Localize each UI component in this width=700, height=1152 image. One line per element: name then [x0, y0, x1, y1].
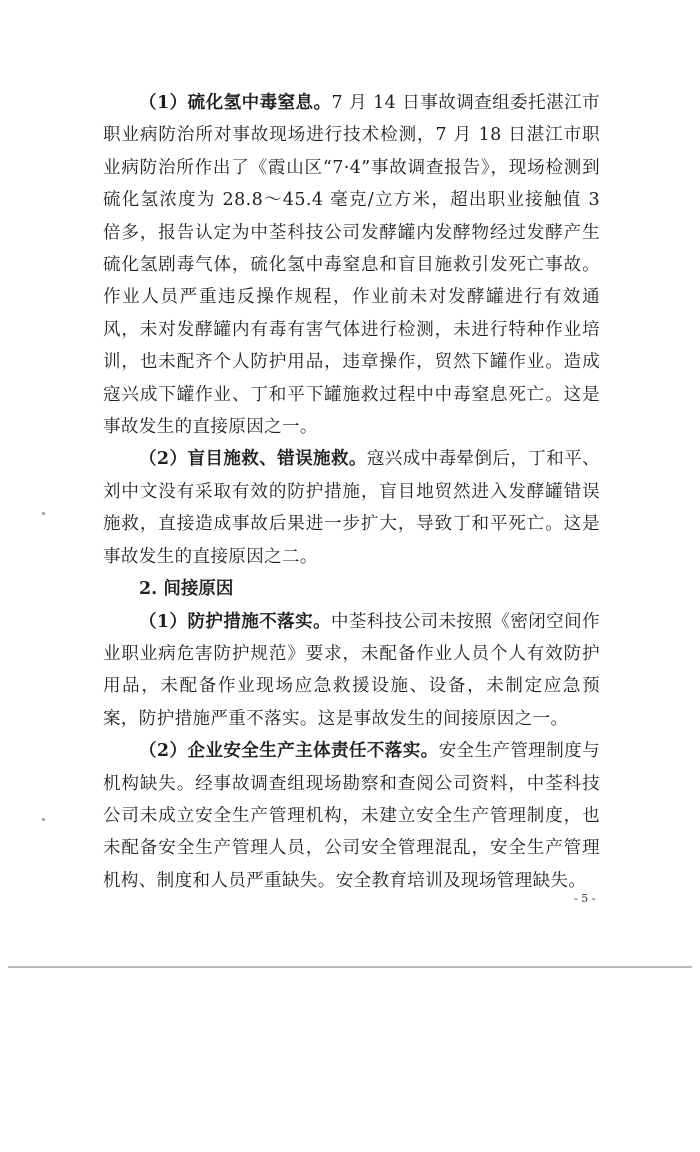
paragraph-text: 中荃科技公司未按照《密闭空间作业职业病危害防护规范》要求，未配备作业人员个人有效防护用品，未配备作业现场应急救援设施、设备，未制定应急预案，防护措施严重不落实。这是事故发生的间接原因之一。: [103, 611, 600, 729]
paragraph-hydrogen-sulfide: [103, 87, 600, 443]
paragraph-lead: （1）防护措施不落实。: [139, 611, 331, 632]
scan-speck: [42, 512, 45, 515]
paragraph-protection-measures: [103, 606, 600, 736]
section-heading: 2. 间接原因: [139, 579, 234, 600]
paragraph-text: 7 月 14 日事故调查组委托湛江市职业病防治所对事故现场进行技术检测，7 月 18 日湛江市职业病防治所作出了《霞山区“7·4”事故调查报告》，现场检测到硫化氢浓度为 28.8～45.4 毫克/立方米，超出职业接触值 3 倍多，报告认定为中荃科技公司发酵罐内发酵物经过发酵产生硫化氢剧毒气体，硫化氢中毒窒息和盲目施救引发死亡事故。作业人员严重违反操作规程，作业前未对发酵罐进行有效通风，未对发酵罐内有毒有害气体进行检测，未进行特种作业培训，也未配齐个人防护用品，违章操作，贸然下罐作业。造成寇兴成下罐作业、丁和平下罐施救过程中中毒窒息死亡。这是事故发生的直接原因之一。: [103, 93, 600, 438]
document-body: [103, 87, 600, 897]
paragraph-blind-rescue: [103, 443, 600, 573]
paragraph-text: 寇兴成中毒晕倒后，丁和平、刘中文没有采取有效的防护措施，盲目地贸然进入发酵罐错误施救，直接造成事故后果进一步扩大，导致丁和平死亡。这是事故发生的直接原因之二。: [103, 449, 600, 567]
paragraph-text: 安全生产管理制度与机构缺失。经事故调查组现场勘察和查阅公司资料，中荃科技公司未成立安全生产管理机构，未建立安全生产管理制度，也未配备安全生产管理人员，公司安全管理混乱，安全生产管理机构、制度和人员严重缺失。安全教育培训及现场管理缺失。: [103, 741, 600, 891]
paragraph-lead: （2）企业安全生产主体责任不落实。: [139, 741, 439, 762]
blank-area: [0, 968, 700, 1152]
paragraph-lead: （1）硫化氢中毒窒息。: [139, 93, 332, 113]
page-number: - 5 -: [574, 892, 596, 905]
paragraph-lead: （2）盲目施救、错误施救。: [139, 449, 367, 470]
paragraph-safety-responsibility: [103, 735, 600, 897]
scan-speck: [42, 818, 45, 821]
